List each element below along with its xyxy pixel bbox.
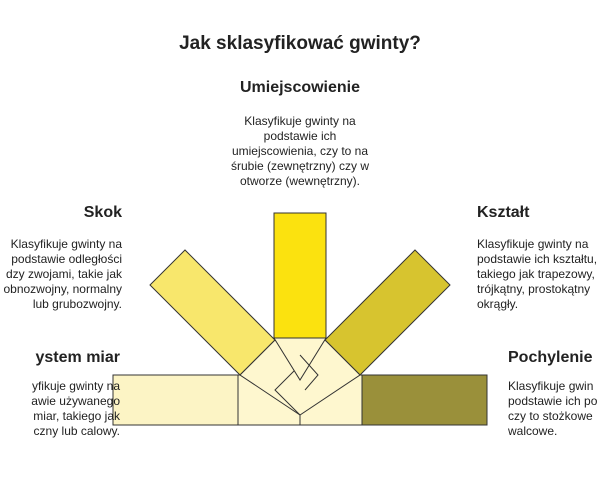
desc-system-miar: yfikuje gwinty na awie używanego miar, takiego jak czny lub calowy. [31,379,120,438]
heading-skok: Skok [83,204,122,221]
desc-skok: Klasyfikuje gwinty na podstawie odległości dzy zwojami, takie jak obnozwojny, normalny lub grubozwojny. [3,237,122,311]
heading-umiejscowienie: Umiejscowienie [239,79,361,96]
system-miar-bar [113,375,238,425]
desc-umiejscowienie: Klasyfikuje gwinty na podstawie ich umiejscowienia, czy to na śrubie (zewnętrzny) czy w otworze (wewnętrzny). [230,114,370,188]
skok-bar [150,250,275,375]
diagram-title: Jak sklasyfikować gwinty? [179,33,421,54]
pochylenie-bar [362,375,487,425]
heading-ksztalt: Kształt [477,204,530,221]
umiejscowienie-bar [274,213,326,338]
desc-ksztalt: Klasyfikuje gwinty na podstawie ich kształtu, takiego jak trapezowy, trójkątny, prostokątny okrągły. [477,237,598,311]
desc-pochylenie: Klasyfikuje gwin podstawie ich po czy to stożkowe walcowe. [508,379,598,438]
heading-system-miar: ystem miar [35,349,120,366]
heading-pochylenie: Pochylenie [508,349,593,366]
ksztalt-bar [325,250,450,375]
